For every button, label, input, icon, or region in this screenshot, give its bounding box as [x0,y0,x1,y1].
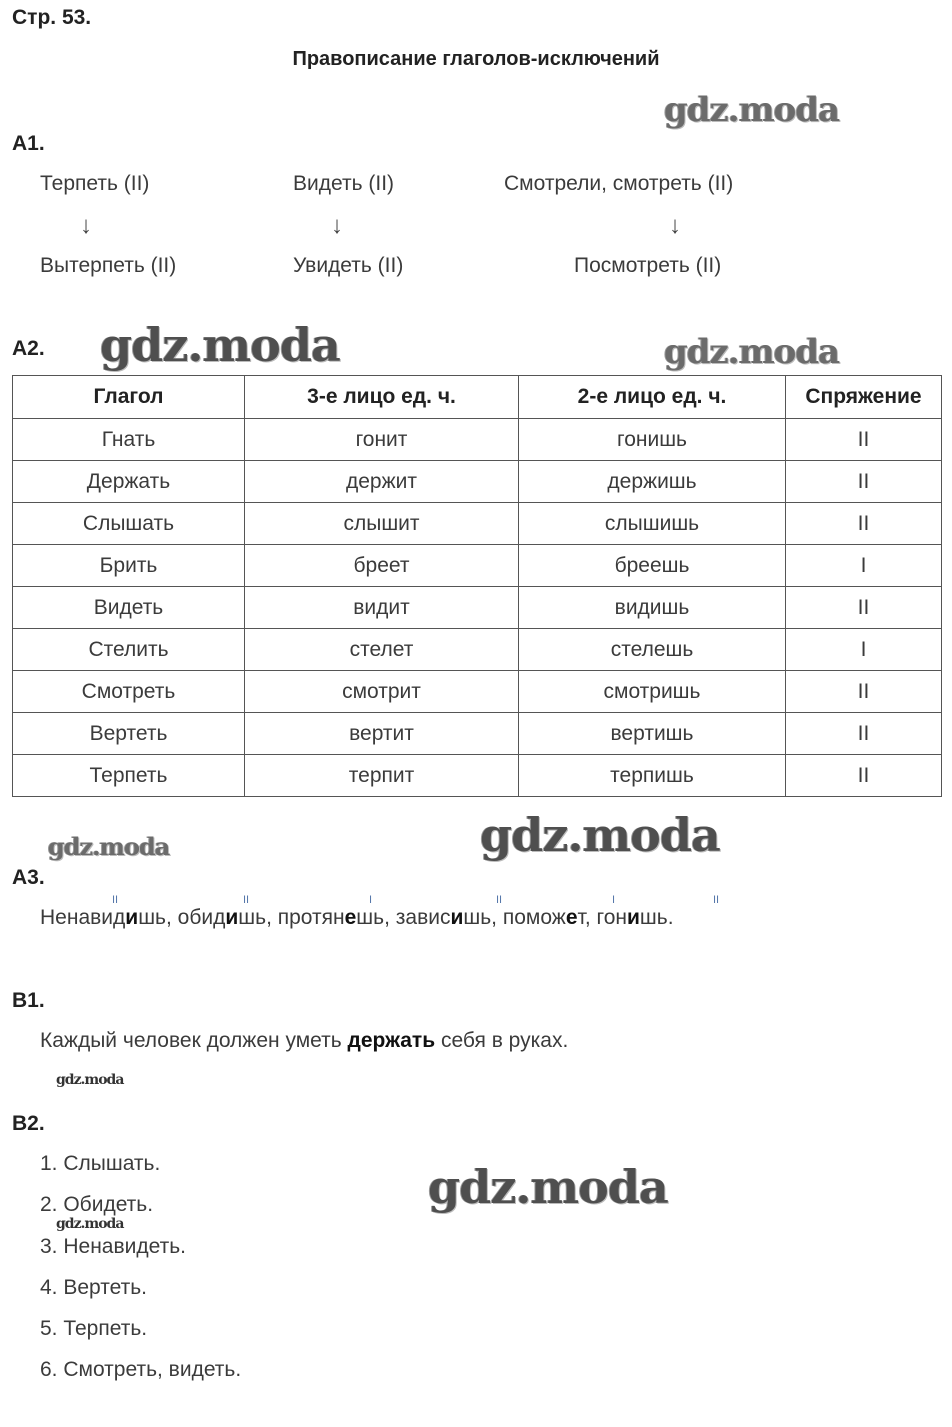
b2-list-item: 6. Смотреть, видеть. [40,1358,242,1381]
a1-bottom-word: Вытерпеть (II) [40,254,177,277]
down-arrow-icon: ↓ [331,212,343,239]
a3-word: гонишь. [596,906,674,929]
table-row [13,587,942,629]
cell-conjugation: II [786,755,942,797]
cell-second-person: вертишь [519,713,786,755]
highlighted-ending: и [225,906,239,929]
b2-list-item: 5. Терпеть. [40,1317,148,1340]
section-label-b2: В2. [12,1112,45,1135]
table-row [13,461,942,503]
cell-verb: Терпеть [13,755,245,797]
cell-second-person: терпишь [519,755,786,797]
b2-list-item: 4. Вертеть. [40,1276,148,1299]
section-label-a2: А2. [12,337,45,360]
down-arrow-icon: ↓ [80,212,92,239]
column-header-conjugation: Спряжение [786,376,942,419]
cell-conjugation: II [786,587,942,629]
cell-verb: Держать [13,461,245,503]
highlighted-ending: е [565,906,578,929]
table-row [13,713,942,755]
cell-third-person: бреет [245,545,519,587]
b2-list-item: 3. Ненавидеть. [40,1235,186,1258]
cell-second-person: гонишь [519,419,786,461]
conjugation-mark: II [496,894,503,906]
section-label-a3: А3. [12,866,45,889]
cell-third-person: слышит [245,503,519,545]
highlighted-verb: держать [347,1029,436,1052]
highlighted-ending: и [626,906,640,929]
cell-third-person: смотрит [245,671,519,713]
watermark: gdz.moda [56,1216,124,1232]
conjugation-mark: I [612,894,616,906]
a3-word: зависишь, [395,906,503,929]
cell-verb: Видеть [13,587,245,629]
cell-conjugation: I [786,545,942,587]
a1-bottom-word: Посмотреть (II) [574,254,722,277]
cell-third-person: держит [245,461,519,503]
watermark: gdz.moda [428,1160,668,1214]
a3-word: поможет, [502,906,597,929]
table-row [13,545,942,587]
a1-bottom-word: Увидеть (II) [293,254,404,277]
cell-third-person: стелет [245,629,519,671]
watermark: gdz.moda [664,90,840,130]
table-row [13,419,942,461]
cell-second-person: видишь [519,587,786,629]
conjugation-mark: II [112,894,119,906]
a3-word: Ненавидишь, [40,906,178,929]
watermark: gdz.moda [48,832,170,861]
conjugation-mark: II [243,894,250,906]
cell-verb: Смотреть [13,671,245,713]
cell-verb: Вертеть [13,713,245,755]
section-label-a1: А1. [12,132,45,155]
column-header-verb: Глагол [13,376,245,419]
cell-conjugation: II [786,419,942,461]
highlighted-ending: е [344,906,357,929]
b2-list-item: 1. Слышать. [40,1152,161,1175]
page-title: Правописание глаголов-исключений [292,48,660,70]
a3-word: обидишь, [177,906,278,929]
a3-answer-line [40,906,674,930]
cell-verb: Слышать [13,503,245,545]
conjugation-table [12,375,942,797]
cell-third-person: вертит [245,713,519,755]
cell-conjugation: II [786,713,942,755]
b2-list-item: 2. Обидеть. [40,1193,154,1216]
cell-verb: Брить [13,545,245,587]
cell-conjugation: I [786,629,942,671]
watermark: gdz.moda [480,808,720,862]
cell-conjugation: II [786,503,942,545]
watermark: gdz.moda [100,318,340,372]
watermark: gdz.moda [56,1072,124,1088]
down-arrow-icon: ↓ [669,212,681,239]
conjugation-mark: II [713,894,720,906]
table-row [13,629,942,671]
table-row [13,755,942,797]
table-row [13,671,942,713]
cell-third-person: гонит [245,419,519,461]
cell-third-person: видит [245,587,519,629]
section-label-b1: В1. [12,989,45,1012]
table-row [13,503,942,545]
cell-conjugation: II [786,461,942,503]
a1-top-word: Смотрели, смотреть (II) [504,172,734,195]
conjugation-mark: I [369,894,373,906]
column-header-second-person: 2-е лицо ед. ч. [519,376,786,419]
cell-second-person: стелешь [519,629,786,671]
highlighted-ending: и [450,906,464,929]
cell-second-person: бреешь [519,545,786,587]
column-header-third-person: 3-е лицо ед. ч. [245,376,519,419]
watermark: gdz.moda [664,332,840,372]
cell-conjugation: II [786,671,942,713]
cell-verb: Стелить [13,629,245,671]
highlighted-ending: и [125,906,139,929]
a3-word: протянешь, [277,906,396,929]
table-header-row [13,376,942,419]
cell-third-person: терпит [245,755,519,797]
cell-second-person: слышишь [519,503,786,545]
a1-top-word: Видеть (II) [293,172,395,195]
cell-verb: Гнать [13,419,245,461]
page-reference: Стр. 53. [12,6,92,29]
b1-sentence: Каждый человек должен уметь держать себя в руках. [40,1029,569,1052]
a1-top-word: Терпеть (II) [40,172,150,195]
cell-second-person: держишь [519,461,786,503]
cell-second-person: смотришь [519,671,786,713]
